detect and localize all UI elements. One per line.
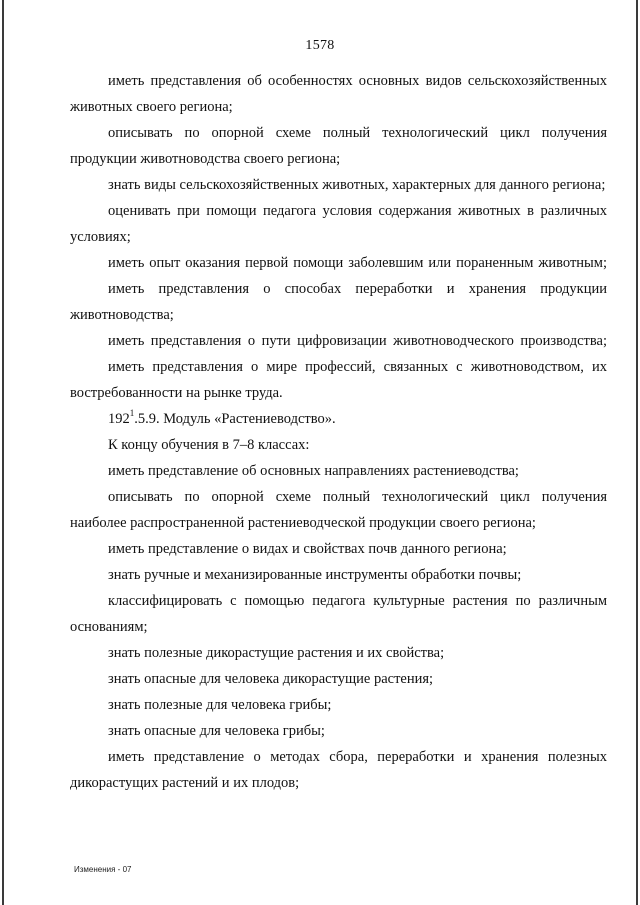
paragraph-16: знать опасные для человека дикорастущие растения; — [108, 671, 434, 687]
paragraph-15: знать полезные дикорастущие растения и их свойства; — [108, 645, 445, 661]
paragraph-4: оценивать при помощи педагога условия содержания животных в различных условиях; — [70, 203, 607, 245]
paragraph-1: иметь представления об особенностях основных видов сельскохозяйственных животных своего региона; — [70, 73, 607, 115]
page-left-edge — [2, 0, 4, 905]
page-right-edge — [636, 0, 638, 905]
module-heading-superscript: 1 — [129, 408, 135, 419]
document-body — [70, 68, 607, 796]
module-heading-prefix: 192 — [108, 411, 130, 427]
paragraph-14: классифицировать с помощью педагога культурные растения по различным основаниям; — [70, 593, 607, 635]
paragraph-19: иметь представление о методах сбора, переработки и хранения полезных дикорастущих растений и их плодов; — [70, 749, 607, 791]
paragraph-18: знать опасные для человека грибы; — [108, 723, 325, 739]
page-number: 1578 — [305, 38, 335, 53]
paragraph-17: знать полезные для человека грибы; — [108, 697, 332, 713]
module-heading-suffix: .5.9. Модуль «Растениеводство». — [134, 411, 336, 427]
paragraph-12: иметь представление о видах и свойствах почв данного региона; — [108, 541, 507, 557]
module-heading — [70, 406, 607, 432]
paragraph-11: описывать по опорной схеме полный технологический цикл получения наиболее распространенной растениеводческой продукции своего региона; — [70, 489, 607, 531]
paragraph-13: знать ручные и механизированные инструменты обработки почвы; — [108, 567, 522, 583]
paragraph-3: знать виды сельскохозяйственных животных, характерных для данного региона; — [108, 177, 606, 193]
paragraph-5: иметь опыт оказания первой помощи заболевшим или пораненным животным; — [108, 255, 607, 271]
paragraph-8: иметь представления о мире профессий, связанных с животноводством, их востребованности на рынке труда. — [70, 359, 607, 401]
paragraph-6: иметь представления о способах переработки и хранения продукции животноводства; — [70, 281, 607, 323]
paragraph-7: иметь представления о пути цифровизации животноводческого производства; — [108, 333, 607, 349]
footer-note: Изменения - 07 — [74, 865, 132, 874]
paragraph-9: К концу обучения в 7–8 классах: — [108, 437, 310, 453]
paragraph-2: описывать по опорной схеме полный технологический цикл получения продукции животноводства своего региона; — [70, 125, 607, 167]
paragraph-10: иметь представление об основных направлениях растениеводства; — [108, 463, 519, 479]
